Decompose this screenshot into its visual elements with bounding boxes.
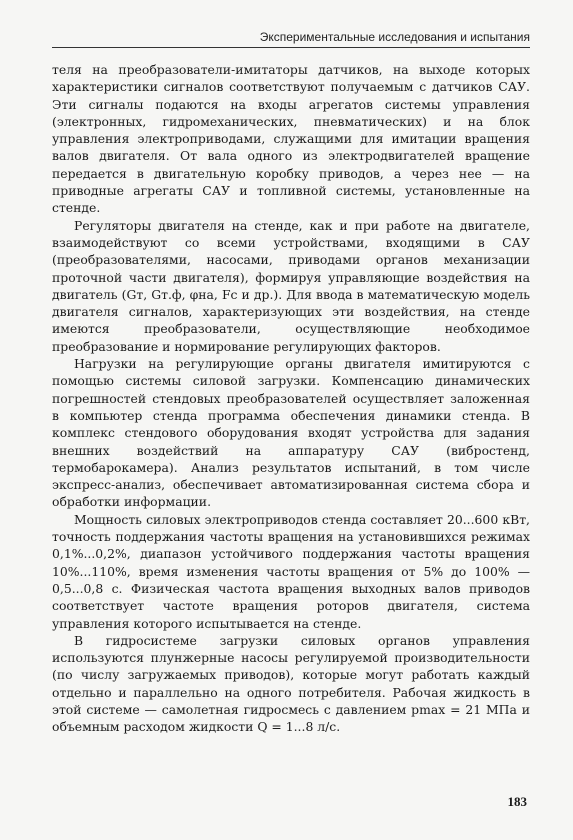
page-number: 183 — [507, 794, 527, 809]
running-head: Экспериментальные исследования и испытания — [259, 30, 530, 44]
paragraph: теля на преобразователи-имитаторы датчиков, на выходе которых характеристики сигналов соответствуют получаемым с датчиков САУ. Эти сигналы подаются на входы агрегатов системы управления (электронных, гидромеханических, пневматических) и на блок управления электроприводами, служащими для имитации вращения валов двигателя. От вала одного из электродвигателей вращение передается в двигательную коробку приводов, а через нее — на приводные агрегаты САУ и топливной системы, установленные на стенде. — [52, 62, 530, 216]
body-text — [52, 61, 530, 736]
header-rule — [52, 47, 530, 48]
paragraph: Нагрузки на регулирующие органы двигателя имитируются с помощью системы силовой загрузки. Компенсацию динамических погрешностей стендовых преобразователей осуществляет заложенная в компьютер стенда программа обеспечения динамики стенда. В комплекс стендового оборудования входят устройства для задания внешних воздействий на аппаратуру САУ (вибростенд, термобарокамера). Анализ результатов испытаний, в том числе экспресс-анализ, обеспечивает автоматизированная система сбора и обработки информации. — [52, 356, 530, 510]
paragraph: В гидросистеме загрузки силовых органов управления используются плунжерные насосы регулируемой производительности (по числу загружаемых приводов), которые могут работать каждый отдельно и параллельно на одного потребителя. Рабочая жидкость в этой системе — самолетная гидросмесь с давлением pmax = 21 МПа и объемным расходом жидкости Q = 1...8 л/с. — [52, 632, 530, 735]
paragraph: Регуляторы двигателя на стенде, как и при работе на двигателе, взаимодействуют со всеми устройствами, входящими в САУ (преобразователями, насосами, приводами органов механизации проточной части двигателя), формируя управляющие воздействия на двигатель (Gт, Gт.ф, φна, Fс и др.). Для ввода в математическую модель двигателя сигналов, характеризующих эти воздействия, на стенде имеются преобразователи, осуществляющие необходимое преобразование и нормирование регулирующих факторов. — [52, 217, 530, 354]
paragraph: Мощность силовых электроприводов стенда составляет 20...600 кВт, точность поддержания частоты вращения на установившихся режимах 0,1%...0,2%, диапазон устойчивого поддержания частоты вращения 10%...110%, время изменения частоты вращения от 5% до 100% — 0,5...0,8 с. Физическая частота вращения выходных валов приводов соответствует частоте вращения роторов двигателя, система управления которого испытывается на стенде. — [52, 511, 530, 631]
